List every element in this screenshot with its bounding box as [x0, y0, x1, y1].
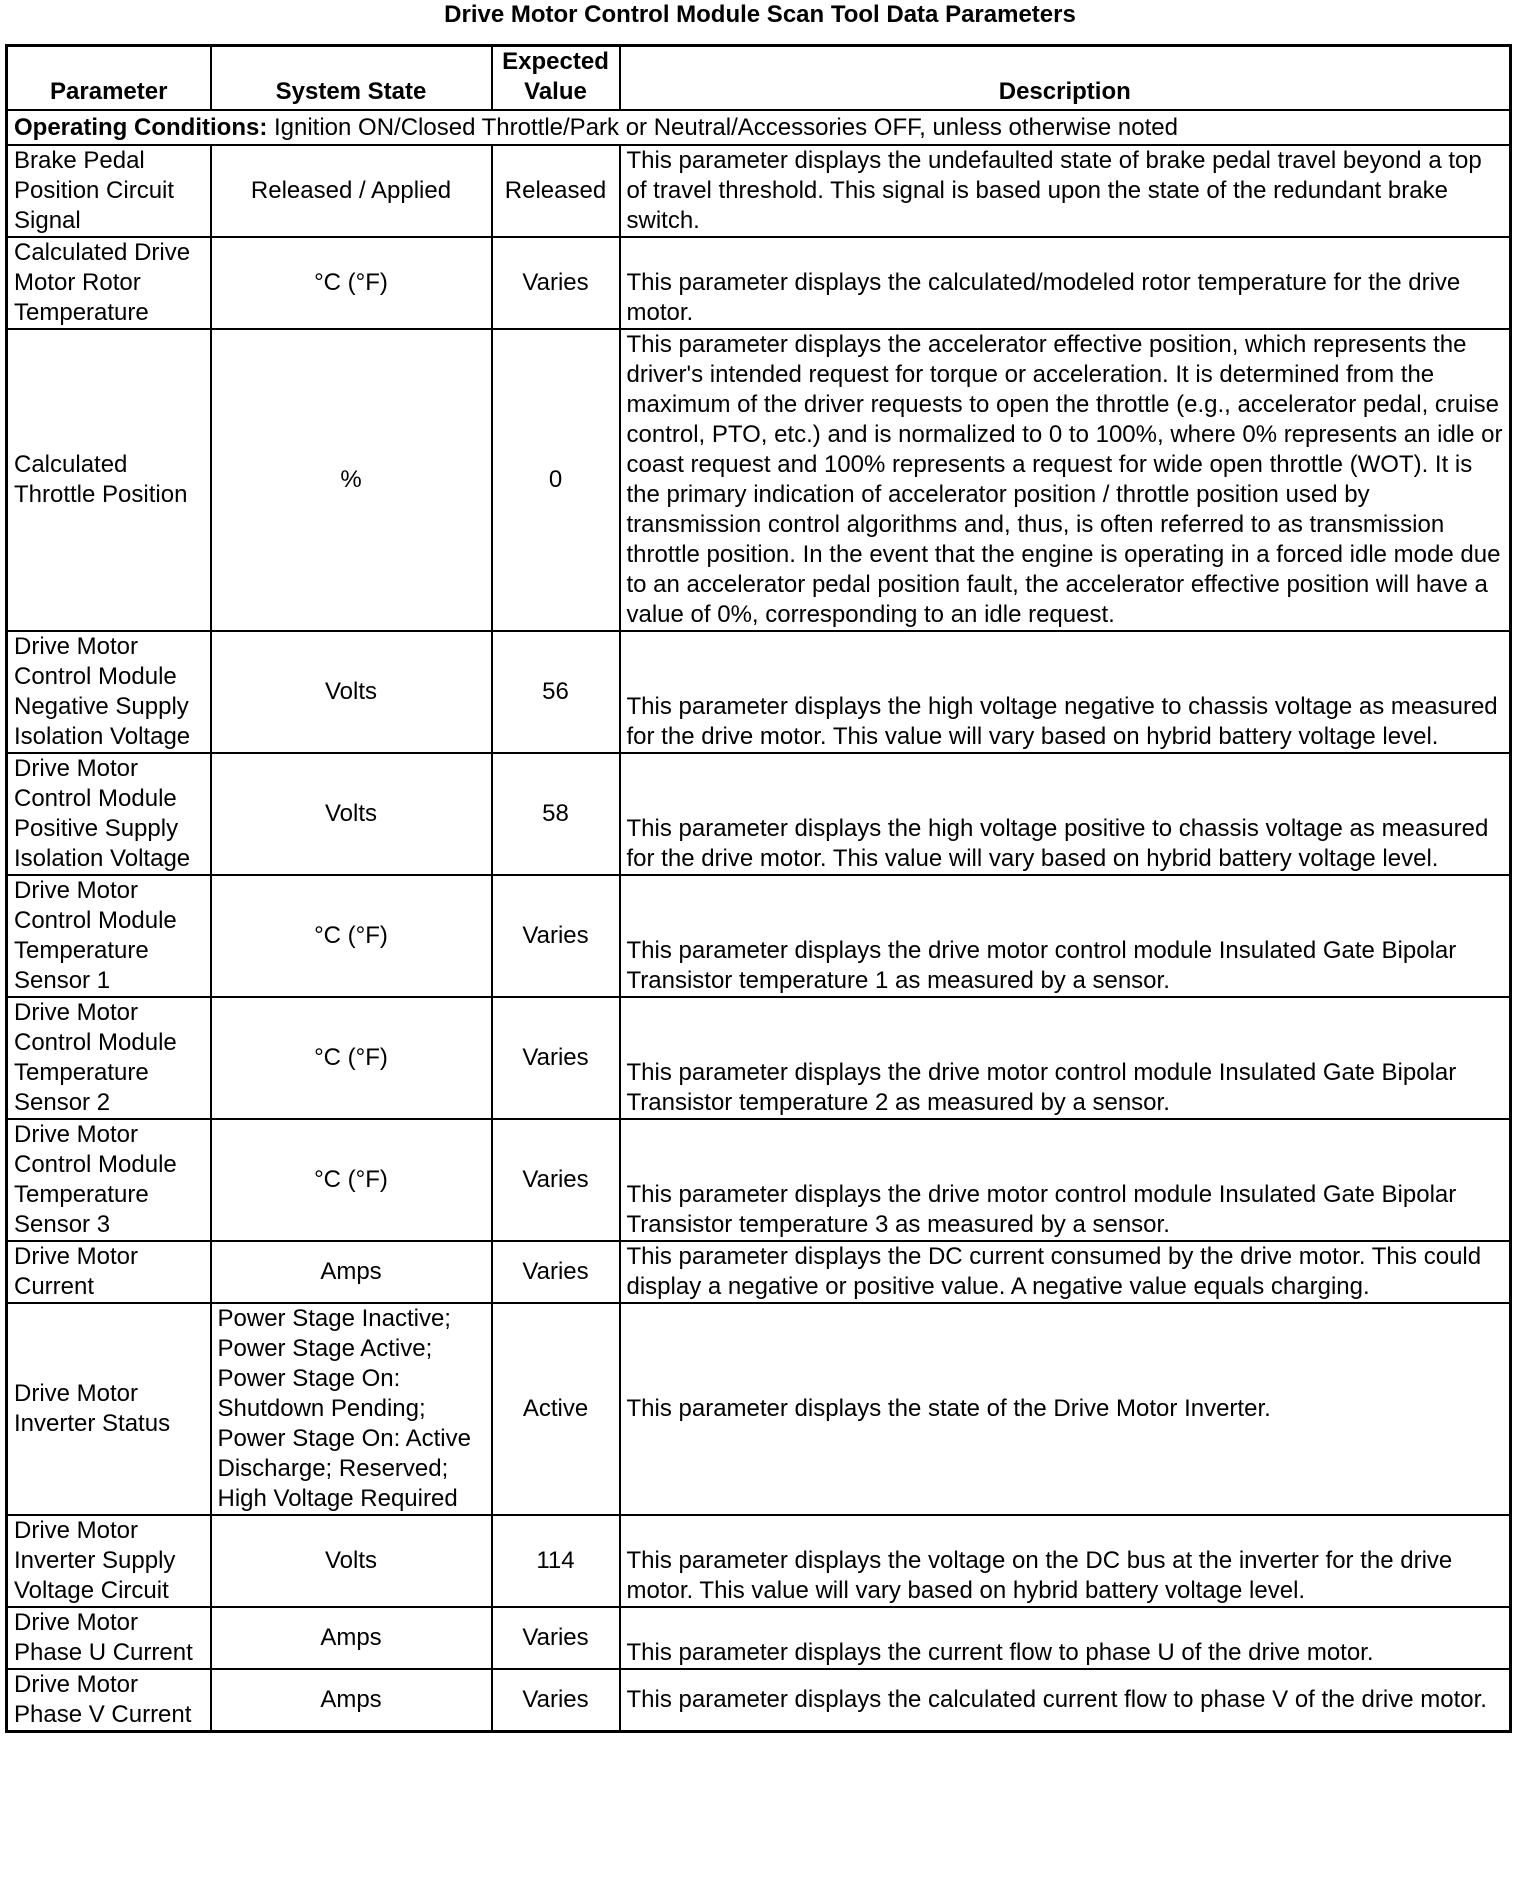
parameter-cell: Drive Motor Current [7, 1241, 211, 1303]
table-row [7, 1607, 1511, 1669]
description-cell: This parameter displays the accelerator effective position, which represents the driver's intended request for torque or acceleration. It is determined from the maximum of the driver requests to open the throttle (e.g., accelerator pedal, cruise control, PTO, etc.) and is normalized to 0 to 100%, where 0% represents an idle or coast request and 100% represents a request for wide open throttle (WOT). It is the primary indication of accelerator position / throttle position used by transmission control algorithms and, thus, is often referred to as transmission throttle position. In the event that the engine is operating in a forced idle mode due to an accelerator pedal position fault, the accelerator effective position will have a value of 0%, corresponding to an idle request. [620, 329, 1511, 631]
table-row [7, 145, 1511, 237]
operating-conditions-label: Operating Conditions: [14, 113, 268, 141]
table-row [7, 631, 1511, 753]
parameter-cell: Drive Motor Control Module Temperature Sensor 3 [7, 1119, 211, 1241]
table-row [7, 997, 1511, 1119]
description-cell: This parameter displays the voltage on the DC bus at the inverter for the drive motor. This value will vary based on hybrid battery voltage level. [620, 1515, 1511, 1607]
system-state-cell: °C (°F) [211, 237, 492, 329]
header-system-state: System State [211, 46, 492, 111]
table-row [7, 1515, 1511, 1607]
description-cell: This parameter displays the calculated/modeled rotor temperature for the drive motor. [620, 237, 1511, 329]
scan-tool-data-table [5, 44, 1512, 1733]
parameter-cell: Drive Motor Phase U Current [7, 1607, 211, 1669]
expected-value-cell: Varies [492, 1607, 620, 1669]
system-state-cell: Amps [211, 1607, 492, 1669]
expected-value-cell: Released [492, 145, 620, 237]
operating-conditions-row [7, 110, 1511, 145]
system-state-cell: % [211, 329, 492, 631]
system-state-cell: Volts [211, 1515, 492, 1607]
expected-value-cell: Varies [492, 1669, 620, 1732]
header-row [7, 46, 1511, 111]
description-cell: This parameter displays the current flow to phase U of the drive motor. [620, 1607, 1511, 1669]
parameter-cell: Drive Motor Control Module Temperature Sensor 2 [7, 997, 211, 1119]
table-row [7, 1241, 1511, 1303]
description-cell: This parameter displays the drive motor control module Insulated Gate Bipolar Transistor temperature 3 as measured by a sensor. [620, 1119, 1511, 1241]
expected-value-cell: Active [492, 1303, 620, 1515]
parameter-cell: Drive Motor Inverter Status [7, 1303, 211, 1515]
table-row [7, 329, 1511, 631]
description-cell: This parameter displays the drive motor control module Insulated Gate Bipolar Transistor temperature 1 as measured by a sensor. [620, 875, 1511, 997]
table-row [7, 753, 1511, 875]
expected-value-cell: 56 [492, 631, 620, 753]
parameter-cell: Drive Motor Inverter Supply Voltage Circuit [7, 1515, 211, 1607]
expected-value-cell: Varies [492, 997, 620, 1119]
header-description: Description [620, 46, 1511, 111]
parameter-cell: Brake Pedal Position Circuit Signal [7, 145, 211, 237]
system-state-cell: Amps [211, 1241, 492, 1303]
description-cell: This parameter displays the state of the Drive Motor Inverter. [620, 1303, 1511, 1515]
description-cell: This parameter displays the high voltage negative to chassis voltage as measured for the drive motor. This value will vary based on hybrid battery voltage level. [620, 631, 1511, 753]
table-row [7, 1119, 1511, 1241]
description-cell: This parameter displays the high voltage positive to chassis voltage as measured for the drive motor. This value will vary based on hybrid battery voltage level. [620, 753, 1511, 875]
system-state-cell: Amps [211, 1669, 492, 1732]
expected-value-cell: Varies [492, 875, 620, 997]
expected-value-cell: 58 [492, 753, 620, 875]
expected-value-cell: 0 [492, 329, 620, 631]
operating-conditions [7, 110, 1511, 145]
description-cell: This parameter displays the undefaulted state of brake pedal travel beyond a top of travel threshold. This signal is based upon the state of the redundant brake switch. [620, 145, 1511, 237]
expected-value-cell: Varies [492, 237, 620, 329]
expected-value-cell: Varies [492, 1241, 620, 1303]
parameter-cell: Calculated Throttle Position [7, 329, 211, 631]
parameter-cell: Drive Motor Control Module Negative Supply Isolation Voltage [7, 631, 211, 753]
system-state-cell: °C (°F) [211, 997, 492, 1119]
description-cell: This parameter displays the drive motor control module Insulated Gate Bipolar Transistor temperature 2 as measured by a sensor. [620, 997, 1511, 1119]
header-parameter: Parameter [7, 46, 211, 111]
parameter-cell: Drive Motor Phase V Current [7, 1669, 211, 1732]
system-state-cell: Power Stage Inactive; Power Stage Active; Power Stage On: Shutdown Pending; Power Stage On: Active Discharge; Reserved; High Voltage Required [211, 1303, 492, 1515]
expected-value-cell: 114 [492, 1515, 620, 1607]
system-state-cell: Volts [211, 753, 492, 875]
parameter-cell: Drive Motor Control Module Positive Supply Isolation Voltage [7, 753, 211, 875]
table-row [7, 1303, 1511, 1515]
expected-value-cell: Varies [492, 1119, 620, 1241]
header-expected-value: Expected Value [492, 46, 620, 111]
system-state-cell: Released / Applied [211, 145, 492, 237]
parameter-cell: Drive Motor Control Module Temperature Sensor 1 [7, 875, 211, 997]
operating-conditions-text: Ignition ON/Closed Throttle/Park or Neutral/Accessories OFF, unless otherwise noted [267, 113, 1178, 141]
system-state-cell: Volts [211, 631, 492, 753]
page-title: Drive Motor Control Module Scan Tool Data Parameters [444, 1, 1076, 28]
table-row [7, 1669, 1511, 1732]
description-cell: This parameter displays the DC current consumed by the drive motor. This could display a negative or positive value. A negative value equals charging. [620, 1241, 1511, 1303]
table-row [7, 875, 1511, 997]
description-cell: This parameter displays the calculated current flow to phase V of the drive motor. [620, 1669, 1511, 1732]
system-state-cell: °C (°F) [211, 875, 492, 997]
table-row [7, 237, 1511, 329]
parameter-cell: Calculated Drive Motor Rotor Temperature [7, 237, 211, 329]
system-state-cell: °C (°F) [211, 1119, 492, 1241]
